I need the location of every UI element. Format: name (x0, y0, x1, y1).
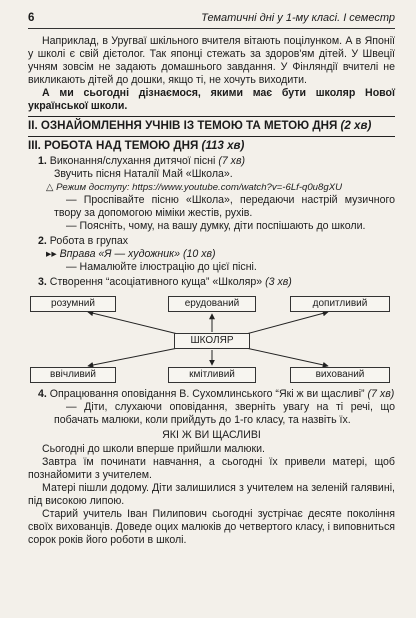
section-3-title: III. РОБОТА НАД ТЕМОЮ ДНЯ (28, 139, 199, 152)
step-2-task (28, 248, 395, 261)
step-4-number: 4. (38, 388, 47, 400)
story-paragraph-4: Старий учитель Іван Пилипович сьогодні зустрічає десяте покоління своїх вихованців. Доведе оцих малюків до четвертого класу, і виповниться сорок років його роботи в школі. (28, 508, 395, 546)
arrow-to-top-right (246, 312, 328, 334)
story-paragraph-3: Матері пішли додому. Діти залишилися з учителем на зеленій галявині, під високою липою. (28, 482, 395, 507)
step-3-number: 3. (38, 276, 47, 288)
cluster-center: ШКОЛЯР (174, 333, 250, 349)
access-link[interactable]: Режим доступу: https://www.youtube.com/watch?v=-6Lf-q0u8gXU (56, 182, 343, 193)
page-number: 6 (28, 12, 35, 24)
step-4-title: Опрацювання оповідання В. Сухомлинського “Які ж ви щасливі” (49, 388, 365, 400)
step-3-heading (28, 276, 395, 289)
step-4-duration: (7 хв) (367, 388, 395, 400)
section-3-duration: (113 хв) (201, 139, 245, 152)
step-1-line-2: — Проспівайте пісню «Школа», передаючи настрій музичного твору за допомогою міміки жестів, рухів. (54, 194, 395, 219)
cluster-bottom-right: вихований (290, 367, 390, 383)
step-1-number: 1. (38, 155, 47, 167)
section-2-duration: (2 хв) (340, 119, 372, 132)
step-1-title: Виконання/слухання дитячої пісні (49, 155, 216, 167)
step-2-task-text: Вправа «Я — художник» (10 хв) (59, 248, 216, 260)
arrow-to-bottom-left (88, 348, 178, 366)
step-2-number: 2. (38, 235, 47, 247)
step-2-title: Робота в групах (49, 235, 129, 247)
cluster-top-center: ерудований (168, 296, 256, 312)
step-4-heading (28, 388, 395, 401)
section-2-title: II. ОЗНАЙОМЛЕННЯ УЧНІВ ІЗ ТЕМОЮ ТА МЕТОЮ ДНЯ (28, 119, 338, 132)
intro-paragraph-2: А ми сьогодні дізнаємося, якими має бути школяр Нової української школи. (28, 87, 395, 112)
step-1-line-3: — Поясніть, чому, на вашу думку, діти поспішають до школи. (66, 220, 366, 232)
step-4-line-1: — Діти, слухаючи оповідання, зверніть увагу на ті речі, що побачать малюки, коли прийдуть до 1-го класу, та назвіть їх. (54, 401, 395, 426)
section-3-heading (28, 136, 395, 153)
double-arrow-icon: ▸▸ (46, 248, 57, 260)
arrow-to-bottom-right (246, 348, 328, 366)
step-2-heading (28, 235, 395, 248)
cluster-top-left: розумний (30, 296, 116, 312)
cluster-top-right: допитливий (290, 296, 390, 312)
cluster-bottom-center: кмітливий (168, 367, 256, 383)
step-1-duration: (7 хв) (218, 155, 246, 167)
warning-triangle-icon: △ (46, 182, 54, 193)
association-cluster-diagram (28, 294, 395, 384)
section-2-heading (28, 116, 395, 133)
story-paragraph-2: Завтра їм починати навчання, а сьогодні їх привели матері, щоб познайомити з учителем. (28, 456, 395, 481)
page-header (28, 12, 395, 29)
step-3-duration: (3 хв) (265, 276, 292, 288)
story-title: ЯКІ Ж ВИ ЩАСЛИВІ (162, 429, 261, 441)
step-1-line-1: Звучить пісня Наталії Май «Школа». (54, 168, 233, 180)
running-title: Тематичні дні у 1-му класі. I семестр (201, 12, 395, 24)
step-3-title: Створення “асоціативного куща” «Школяр» (49, 276, 263, 288)
intro-paragraph-1: Наприклад, в Уругваї шкільного вчителя вітають поцілунком. А в Японії у школі є свій дієтолог. Так японці стежать за здоров'ям дітей. У Швеції учням зовсім не задають домашнього завдання. У Фінляндії вчителі не викликають дітей до дошки, якщо ті, не хочуть виходити. (28, 35, 395, 86)
arrow-to-top-left (88, 312, 178, 334)
step-1-heading (28, 155, 395, 168)
access-mode (28, 181, 395, 194)
step-2-line-1: — Намалюйте ілюстрацію до цієї пісні. (66, 261, 257, 273)
cluster-bottom-left: ввічливий (30, 367, 116, 383)
story-paragraph-1: Сьогодні до школи вперше прийшли малюки. (42, 443, 265, 455)
